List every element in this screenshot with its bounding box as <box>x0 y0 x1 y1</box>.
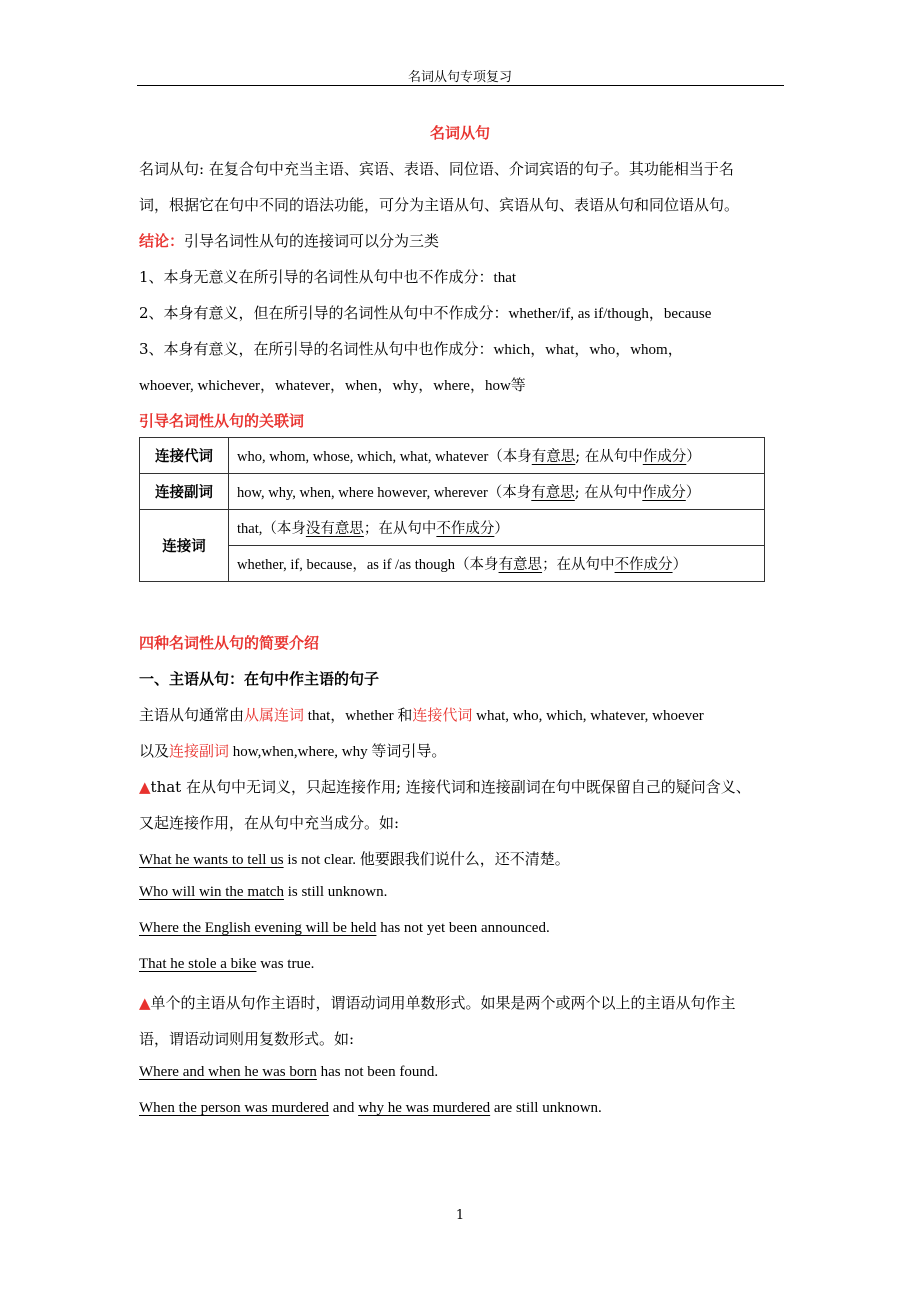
row-text: ; 在从句中 <box>574 485 643 501</box>
subject-clause-line-2 <box>139 740 446 761</box>
point-2-text: 2、本身有意义，但在所引导的名词性从句中不作成分： <box>139 304 509 322</box>
example-rest: are still unknown. <box>490 1100 602 1116</box>
subject-clause-line-1 <box>139 704 704 725</box>
example-clause: What he wants to tell us <box>139 852 284 868</box>
example-rest: is still unknown. <box>283 884 388 900</box>
row-pronouns-content <box>229 438 765 474</box>
row-text: ；在从句中 <box>363 521 437 537</box>
point-3-text: 3、本身有意义，在所引导的名词性从句中也作成分： <box>139 340 494 358</box>
table-heading: 引导名词性从句的关联词 <box>139 412 305 430</box>
row-head-pronouns: 连接代词 <box>140 438 229 474</box>
header-divider <box>137 85 784 86</box>
row-text: ；在从句中 <box>542 557 615 573</box>
row-underlined: 不作成分 <box>614 557 673 573</box>
point-1 <box>139 266 516 287</box>
note-text: 单个的主语从句作主语时，谓语动词用单数形式。如果是两个或两个以上的主语从句作主 <box>150 994 736 1012</box>
example-clause: That he stole a bike <box>139 956 257 972</box>
row-underlined: 作成分 <box>642 449 687 465</box>
table-row <box>140 510 765 546</box>
text-segment: 以及 <box>139 742 170 760</box>
row-text: ） <box>685 485 701 501</box>
example-clause: why he was murdered <box>358 1100 491 1116</box>
example-1 <box>139 848 570 869</box>
note-1-line-2: 又起连接作用，在从句中充当成分。如: <box>139 814 400 832</box>
note-2-line-1 <box>139 992 736 1013</box>
example-2 <box>139 884 387 901</box>
row-whether-content <box>229 546 765 582</box>
table-row <box>140 438 765 474</box>
example-5 <box>139 1064 438 1081</box>
row-underlined: 有意思 <box>498 557 543 573</box>
row-text: （本身 <box>488 449 532 465</box>
point-3 <box>139 338 683 359</box>
highlight-term: 从属连词 <box>244 706 305 724</box>
row-text: （本身 <box>262 521 306 537</box>
example-clause: Where and when he was born <box>139 1064 317 1080</box>
row-text: ） <box>686 449 701 465</box>
text-segment: how,when,where, why 等词引导。 <box>229 744 447 760</box>
row-text: ） <box>672 557 688 573</box>
page-header: 名词从句专项复习 <box>407 70 512 85</box>
row-that-content <box>229 510 765 546</box>
example-rest: was true. <box>256 956 315 972</box>
row-head-conjunctions: 连接词 <box>140 510 229 582</box>
row-words: who, whom, whose, which, what, whatever <box>237 449 489 465</box>
conclusion-label: 结论： <box>139 232 185 250</box>
connectives-table <box>139 437 765 582</box>
example-clause: Who will win the match <box>139 884 284 900</box>
note-text: that 在从句中无词义，只起连接作用; 连接代词和连接副词在句中既保留自己的疑问含义、 <box>150 778 751 796</box>
triangle-marker-icon: ▲ <box>139 994 151 1012</box>
subject-clause-heading: 一、主语从句：在句中作主语的句子 <box>139 670 380 688</box>
row-underlined: 有意思 <box>531 449 576 465</box>
text-segment: what, who, which, whatever, whoever <box>472 708 704 724</box>
row-words: whether, if, because，as if /as though <box>237 557 456 573</box>
example-4 <box>139 956 314 973</box>
example-clause: Where the English evening will be held <box>139 920 377 936</box>
example-6 <box>139 1100 602 1117</box>
text-segment: 主语从句通常由 <box>139 706 245 724</box>
row-words: how, why, when, where however, wherever <box>237 485 488 501</box>
intro-line-1: 名词从句: 在复合句中充当主语、宾语、表语、同位语、介词宾语的句子。其功能相当于名 <box>139 160 734 178</box>
table-row <box>140 546 765 582</box>
row-underlined: 不作成分 <box>436 521 495 537</box>
section-heading: 四种名词性从句的简要介绍 <box>139 634 320 652</box>
point-2 <box>139 302 711 323</box>
row-text: （本身 <box>487 485 532 501</box>
triangle-marker-icon: ▲ <box>139 778 151 796</box>
point-3-continued <box>139 374 526 395</box>
row-underlined: 有意思 <box>531 485 575 501</box>
row-words: that, <box>237 521 263 537</box>
conclusion <box>139 230 439 251</box>
example-rest: is not clear. 他要跟我们说什么，还不清楚。 <box>283 852 570 868</box>
conclusion-text: 引导名词性从句的连接词可以分为三类 <box>184 232 440 250</box>
row-text: ） <box>494 521 509 537</box>
row-adverbs-content <box>229 474 765 510</box>
page-number: 1 <box>455 1208 465 1223</box>
row-text: （本身 <box>455 557 499 573</box>
row-underlined: 作成分 <box>642 485 686 501</box>
row-text: ; 在从句中 <box>575 449 643 465</box>
note-2-line-2: 语，谓语动词则用复数形式。如: <box>139 1030 355 1048</box>
example-rest: and <box>328 1100 359 1116</box>
text-segment: that，whether 和 <box>304 708 413 724</box>
example-clause: When the person was murdered <box>139 1100 329 1116</box>
document-title: 名词从句 <box>429 124 490 142</box>
point-3-words-continued: whoever, whichever，whatever，when，why，where，how <box>139 378 511 394</box>
point-1-words: that <box>493 270 517 286</box>
note-1-line-1 <box>139 776 751 797</box>
row-head-adverbs: 连接副词 <box>140 474 229 510</box>
intro-line-2: 词，根据它在句中不同的语法功能，可分为主语从句、宾语从句、表语从句和同位语从句。 <box>139 196 740 214</box>
example-rest: has not yet been announced. <box>376 920 550 936</box>
highlight-term: 连接代词 <box>412 706 473 724</box>
table-row <box>140 474 765 510</box>
point-3-words: which，what，who，whom， <box>493 342 683 358</box>
example-rest: has not been found. <box>316 1064 439 1080</box>
row-underlined: 没有意思 <box>305 521 364 537</box>
point-2-words: whether/if, as if/though，because <box>508 306 712 322</box>
point-1-text: 1、本身无意义在所引导的名词性从句中也不作成分： <box>139 268 494 286</box>
example-3 <box>139 920 550 937</box>
highlight-term: 连接副词 <box>169 742 230 760</box>
point-3-tail: 等 <box>510 376 526 394</box>
